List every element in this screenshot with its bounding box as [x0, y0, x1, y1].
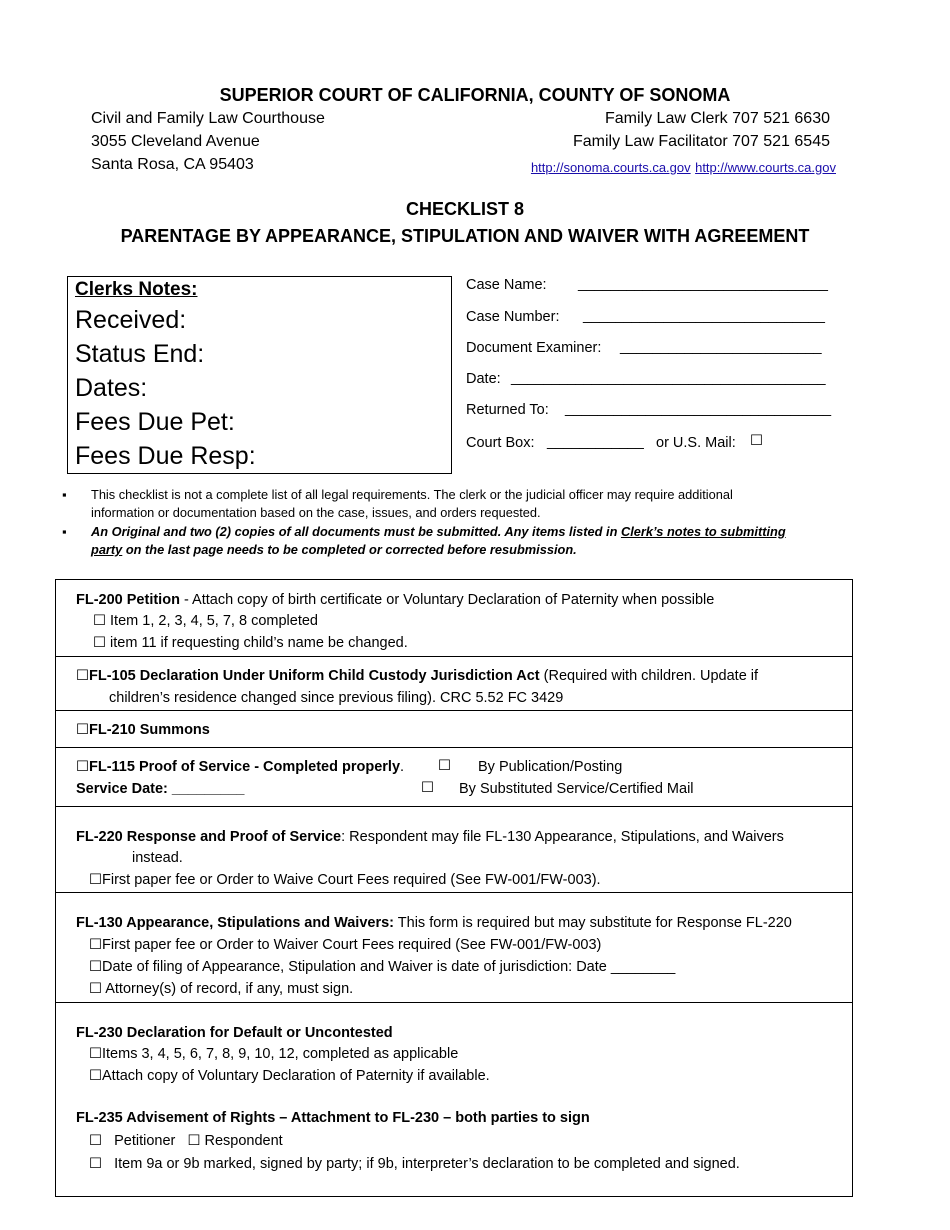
fl210-heading — [76, 722, 210, 738]
divider — [56, 747, 852, 748]
fl230-title: FL-230 Declaration for Default or Uncontested — [76, 1025, 393, 1041]
fl210-title: FL-210 Summons — [89, 722, 210, 738]
mail-checkbox[interactable]: ☐ — [750, 433, 763, 449]
note-2-text-b: on the last page needs to be completed or corrected before resubmission. — [122, 542, 577, 557]
fl220-item — [89, 872, 601, 888]
note-2-underlined-b: party — [91, 542, 123, 557]
fl200-heading — [76, 592, 714, 608]
checklist-number: CHECKLIST 8 — [405, 199, 524, 219]
fl130-item-2 — [89, 959, 675, 975]
clerks-notes-dates: Dates: — [75, 374, 148, 402]
checkbox[interactable]: ☐ — [76, 759, 89, 775]
checkbox[interactable]: ☐ — [76, 668, 89, 684]
fl115-opt1-label: By Publication/Posting — [478, 759, 623, 775]
links — [531, 159, 836, 177]
fl115-service-date: Service Date: _________ — [76, 781, 245, 797]
date-label: Date: — [466, 371, 501, 387]
fl115-opt1-checkbox[interactable]: ☐ — [438, 758, 451, 774]
returned-field[interactable]: _________________________________ — [565, 401, 832, 417]
fl115-title: FL-115 Proof of Service - Completed properly — [89, 759, 401, 775]
checklist-table — [55, 579, 853, 1197]
fl130-item-3-text: Attorney(s) of record, if any, must sign. — [102, 981, 354, 997]
fl200-item-2 — [93, 635, 408, 651]
clerks-notes-box — [67, 276, 452, 474]
divider — [56, 1002, 852, 1003]
fl220-title: FL-220 Response and Proof of Service — [76, 829, 342, 845]
clerks-notes-received: Received: — [75, 306, 187, 334]
divider — [56, 892, 852, 893]
clerk-phone: Family Law Clerk 707 521 6630 — [604, 110, 830, 127]
note-2-line-1 — [91, 523, 786, 542]
fl130-item-3 — [89, 981, 353, 997]
fl105-heading — [76, 668, 758, 684]
checkbox[interactable]: ☐ — [89, 937, 102, 953]
checkbox[interactable]: ☐ — [89, 1133, 102, 1149]
divider — [56, 656, 852, 657]
fl105-desc-2: children’s residence changed since previous filing). CRC 5.52 FC 3429 — [109, 690, 564, 706]
fl220-desc-2: instead. — [132, 850, 183, 866]
court-box-label: Court Box: — [466, 435, 535, 451]
fl230-item-1-text: Items 3, 4, 5, 6, 7, 8, 9, 10, 12, completed as applicable — [102, 1046, 459, 1062]
fl230-item-1 — [89, 1046, 458, 1062]
mail-label: or U.S. Mail: — [656, 435, 736, 451]
fl130-item-1 — [89, 937, 601, 953]
fl115-opt2-label: By Substituted Service/Certified Mail — [459, 781, 694, 797]
fl220-desc: : Respondent may file FL-130 Appearance, Stipulations, and Waivers — [341, 829, 784, 845]
court-box-field[interactable]: ____________ — [547, 434, 644, 450]
note-2-line-2 — [91, 541, 577, 560]
checkbox[interactable]: ☐ — [93, 635, 106, 651]
note-1-line-2: information or documentation based on the case, issues, and orders requested. — [91, 505, 541, 520]
case-name-label: Case Name: — [466, 277, 547, 293]
fl235-parties — [89, 1133, 283, 1149]
fl130-item-2-text: Date of filing of Appearance, Stipulation and Waiver is date of jurisdiction: Date ________ — [102, 959, 676, 975]
facilitator-phone: Family Law Facilitator 707 521 6545 — [572, 133, 830, 150]
case-number-field[interactable]: ______________________________ — [583, 308, 825, 324]
court-title: SUPERIOR COURT OF CALIFORNIA, COUNTY OF SONOMA — [219, 85, 731, 105]
fl130-item-1-text: First paper fee or Order to Waiver Court Fees required (See FW-001/FW-003) — [102, 937, 602, 953]
fl235-item — [89, 1156, 740, 1172]
fl230-item-2 — [89, 1068, 490, 1084]
clerks-notes-heading: Clerks Notes: — [75, 279, 198, 300]
address-line-1: Civil and Family Law Courthouse — [91, 110, 325, 127]
checkbox[interactable]: ☐ — [89, 1068, 102, 1084]
fl235-title: FL-235 Advisement of Rights – Attachment to FL-230 – both parties to sign — [76, 1110, 590, 1126]
bullet-icon: ▪ — [62, 524, 67, 539]
fl220-heading — [76, 829, 784, 845]
clerks-notes-status-end: Status End: — [75, 340, 205, 368]
returned-label: Returned To: — [466, 402, 549, 418]
checklist-title: PARENTAGE BY APPEARANCE, STIPULATION AND WAIVER WITH AGREEMENT — [120, 226, 810, 246]
ca-courts-link[interactable]: http://www.courts.ca.gov — [695, 160, 836, 175]
fl200-item-1 — [93, 613, 318, 629]
fl200-title: FL-200 Petition — [76, 592, 180, 608]
fl130-title: FL-130 Appearance, Stipulations and Waivers: — [76, 915, 395, 931]
fl105-desc: (Required with children. Update if — [539, 668, 759, 684]
case-name-field[interactable]: _______________________________ — [578, 276, 828, 292]
examiner-field[interactable]: _________________________ — [620, 339, 822, 355]
date-field[interactable]: _______________________________________ — [511, 370, 826, 386]
fl235-respondent: Respondent — [204, 1133, 283, 1149]
bullet-icon: ▪ — [62, 487, 67, 502]
address-line-3: Santa Rosa, CA 95403 — [91, 156, 254, 173]
fl130-desc: This form is required but may substitute for Response FL-220 — [394, 915, 792, 931]
fl115-period: . — [400, 759, 405, 775]
divider — [56, 806, 852, 807]
checkbox[interactable]: ☐ — [89, 981, 102, 997]
fl105-title: FL-105 Declaration Under Uniform Child Custody Jurisdiction Act — [89, 668, 540, 684]
clerks-notes-fees-pet: Fees Due Pet: — [75, 408, 235, 436]
checkbox[interactable]: ☐ — [187, 1133, 201, 1149]
fl200-desc: - Attach copy of birth certificate or Voluntary Declaration of Paternity when possible — [179, 592, 715, 608]
note-1-line-1: This checklist is not a complete list of all legal requirements. The clerk or the judicial officer may require additional — [91, 487, 733, 502]
checkbox[interactable]: ☐ — [89, 872, 102, 888]
note-2-underlined-a: Clerk’s notes to submitting — [620, 524, 786, 539]
clerks-notes-fees-resp: Fees Due Resp: — [75, 442, 256, 470]
fl200-item-1-text: Item 1, 2, 3, 4, 5, 7, 8 completed — [110, 613, 318, 629]
fl200-item-2-text: item 11 if requesting child’s name be changed. — [110, 635, 408, 651]
address-line-2: 3055 Cleveland Avenue — [91, 133, 260, 150]
fl115-opt2-checkbox[interactable]: ☐ — [421, 780, 434, 796]
checkbox[interactable]: ☐ — [93, 613, 106, 629]
case-number-label: Case Number: — [466, 309, 560, 325]
note-2-text-a: An Original and two (2) copies of all documents must be submitted. Any items listed in — [91, 524, 621, 539]
examiner-label: Document Examiner: — [466, 340, 602, 356]
fl115-heading — [76, 759, 404, 775]
checkbox[interactable]: ☐ — [89, 1156, 102, 1172]
fl235-petitioner: Petitioner — [114, 1133, 176, 1149]
fl220-item-text: First paper fee or Order to Waive Court Fees required (See FW-001/FW-003). — [102, 872, 601, 888]
checkbox[interactable]: ☐ — [76, 722, 89, 738]
fl235-item-text: Item 9a or 9b marked, signed by party; if 9b, interpreter’s declaration to be completed and signed. — [114, 1156, 740, 1172]
checkbox[interactable]: ☐ — [89, 959, 102, 975]
divider — [56, 710, 852, 711]
checkbox[interactable]: ☐ — [89, 1046, 102, 1062]
sonoma-courts-link[interactable]: http://sonoma.courts.ca.gov — [530, 160, 691, 175]
fl230-item-2-text: Attach copy of Voluntary Declaration of Paternity if available. — [102, 1068, 490, 1084]
fl130-heading — [76, 915, 792, 931]
